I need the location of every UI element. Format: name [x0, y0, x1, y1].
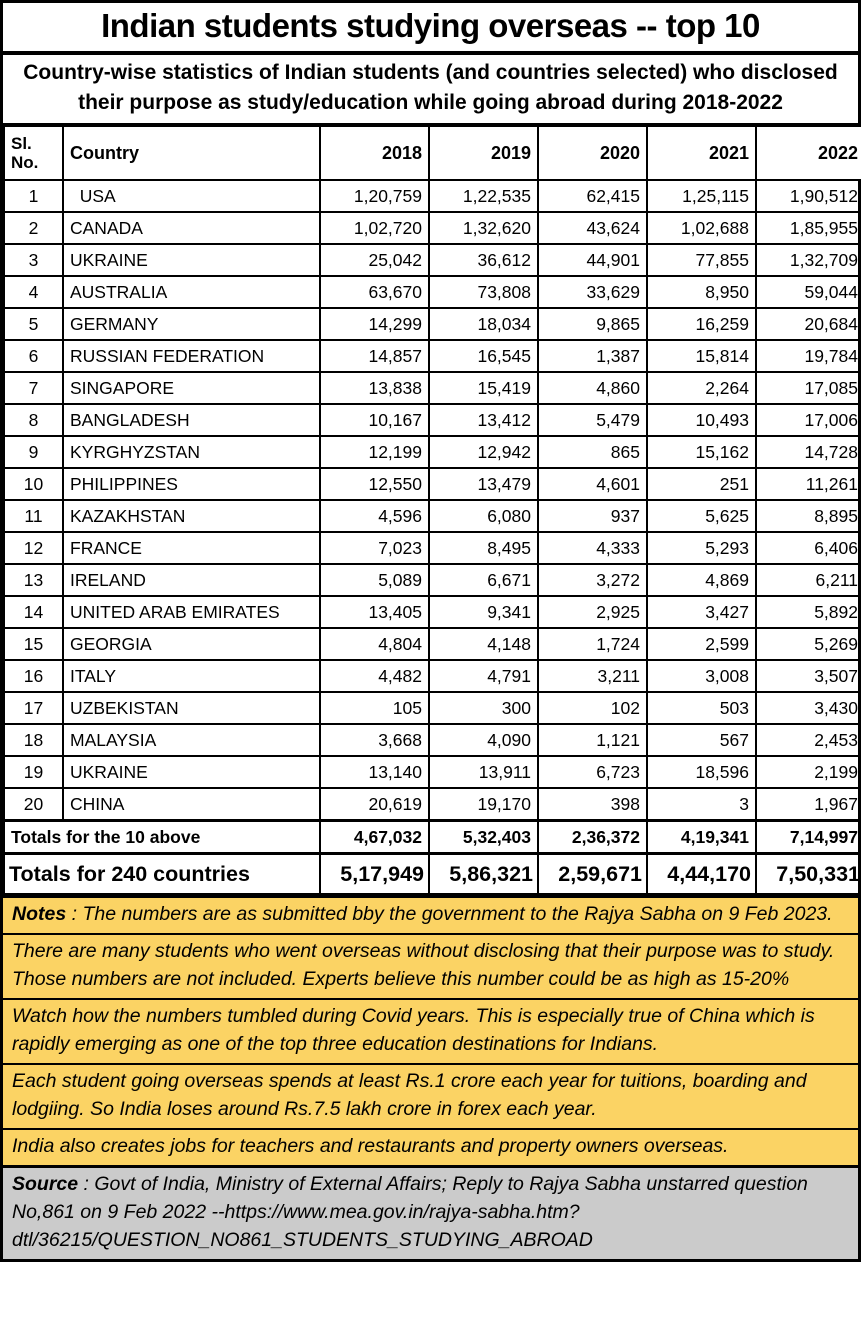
- cell-value: 6,406: [756, 532, 861, 564]
- cell-value: 18,596: [647, 756, 756, 788]
- cell-value: 1,22,535: [429, 180, 538, 212]
- cell-value: 567: [647, 724, 756, 756]
- note-text: Watch how the numbers tumbled during Covid years. This is especially true of China which is rapidly emerging as one of the top three education destinations for Indians.: [12, 1005, 815, 1055]
- totals-top10-value: 2,36,372: [538, 821, 647, 854]
- cell-value: 36,612: [429, 244, 538, 276]
- cell-value: 63,670: [320, 276, 429, 308]
- cell-value: 10,493: [647, 404, 756, 436]
- cell-slno: 6: [4, 340, 63, 372]
- source-note: [3, 1165, 858, 1259]
- cell-value: 15,162: [647, 436, 756, 468]
- table-row: [4, 308, 861, 340]
- cell-value: 17,006: [756, 404, 861, 436]
- cell-value: 1,32,620: [429, 212, 538, 244]
- table-row: [4, 692, 861, 724]
- cell-country: GEORGIA: [63, 628, 320, 660]
- table-row: [4, 564, 861, 596]
- cell-value: 300: [429, 692, 538, 724]
- cell-value: 503: [647, 692, 756, 724]
- totals-top10-value: 4,67,032: [320, 821, 429, 854]
- col-header-country: Country: [63, 126, 320, 180]
- cell-country: ITALY: [63, 660, 320, 692]
- cell-slno: 5: [4, 308, 63, 340]
- cell-value: 7,023: [320, 532, 429, 564]
- cell-value: 2,453: [756, 724, 861, 756]
- cell-value: 4,333: [538, 532, 647, 564]
- cell-value: 398: [538, 788, 647, 821]
- cell-value: 102: [538, 692, 647, 724]
- cell-country: UZBEKISTAN: [63, 692, 320, 724]
- table-row: [4, 244, 861, 276]
- cell-value: 9,865: [538, 308, 647, 340]
- cell-slno: 12: [4, 532, 63, 564]
- cell-value: 3,211: [538, 660, 647, 692]
- cell-country: CANADA: [63, 212, 320, 244]
- cell-country: UNITED ARAB EMIRATES: [63, 596, 320, 628]
- col-header-2021: 2021: [647, 126, 756, 180]
- table-row: [4, 500, 861, 532]
- totals-top10-row: [4, 821, 861, 854]
- cell-slno: 7: [4, 372, 63, 404]
- table-row: [4, 724, 861, 756]
- note-text: India also creates jobs for teachers and restaurants and property owners overseas.: [12, 1135, 729, 1157]
- table-row: [4, 788, 861, 821]
- cell-value: 2,925: [538, 596, 647, 628]
- cell-slno: 15: [4, 628, 63, 660]
- cell-value: 19,784: [756, 340, 861, 372]
- cell-value: 4,482: [320, 660, 429, 692]
- table-row: [4, 404, 861, 436]
- cell-slno: 18: [4, 724, 63, 756]
- cell-slno: 16: [4, 660, 63, 692]
- cell-country: SINGAPORE: [63, 372, 320, 404]
- totals-240-value: 5,17,949: [320, 854, 429, 895]
- cell-value: 14,299: [320, 308, 429, 340]
- cell-value: 3,427: [647, 596, 756, 628]
- cell-value: 5,892: [756, 596, 861, 628]
- cell-country: PHILIPPINES: [63, 468, 320, 500]
- cell-value: 4,804: [320, 628, 429, 660]
- cell-value: 1,85,955: [756, 212, 861, 244]
- cell-value: 12,199: [320, 436, 429, 468]
- table-row: [4, 436, 861, 468]
- cell-value: 15,814: [647, 340, 756, 372]
- cell-value: 1,02,720: [320, 212, 429, 244]
- totals-top10-value: 7,14,997: [756, 821, 861, 854]
- cell-value: 1,25,115: [647, 180, 756, 212]
- table-header: [4, 126, 861, 180]
- source-prefix: Source: [12, 1173, 79, 1195]
- cell-country: UKRAINE: [63, 756, 320, 788]
- cell-value: 12,550: [320, 468, 429, 500]
- cell-slno: 8: [4, 404, 63, 436]
- cell-value: 77,855: [647, 244, 756, 276]
- cell-value: 4,860: [538, 372, 647, 404]
- cell-value: 5,625: [647, 500, 756, 532]
- cell-value: 1,724: [538, 628, 647, 660]
- cell-value: 16,545: [429, 340, 538, 372]
- note: [3, 1128, 858, 1165]
- cell-country: FRANCE: [63, 532, 320, 564]
- cell-value: 6,211: [756, 564, 861, 596]
- cell-value: 44,901: [538, 244, 647, 276]
- cell-country: RUSSIAN FEDERATION: [63, 340, 320, 372]
- cell-slno: 3: [4, 244, 63, 276]
- cell-value: 1,02,688: [647, 212, 756, 244]
- cell-country: UKRAINE: [63, 244, 320, 276]
- header-row: [4, 126, 861, 180]
- cell-country: KAZAKHSTAN: [63, 500, 320, 532]
- cell-country: IRELAND: [63, 564, 320, 596]
- cell-value: 13,911: [429, 756, 538, 788]
- table-row: [4, 596, 861, 628]
- cell-country: GERMANY: [63, 308, 320, 340]
- cell-value: 13,140: [320, 756, 429, 788]
- cell-country: BANGLADESH: [63, 404, 320, 436]
- cell-value: 105: [320, 692, 429, 724]
- cell-value: 25,042: [320, 244, 429, 276]
- cell-value: 4,601: [538, 468, 647, 500]
- totals-240-row: [4, 854, 861, 895]
- cell-country: KYRGHYZSTAN: [63, 436, 320, 468]
- cell-value: 6,723: [538, 756, 647, 788]
- cell-country: AUSTRALIA: [63, 276, 320, 308]
- cell-value: 3,008: [647, 660, 756, 692]
- cell-value: 4,869: [647, 564, 756, 596]
- totals-240-label: Totals for 240 countries: [4, 854, 320, 895]
- note: [3, 896, 858, 933]
- cell-value: 8,495: [429, 532, 538, 564]
- cell-value: 2,264: [647, 372, 756, 404]
- cell-value: 5,293: [647, 532, 756, 564]
- cell-value: 16,259: [647, 308, 756, 340]
- cell-value: 18,034: [429, 308, 538, 340]
- cell-slno: 20: [4, 788, 63, 821]
- cell-value: 5,089: [320, 564, 429, 596]
- cell-value: 62,415: [538, 180, 647, 212]
- note-prefix: Notes: [12, 903, 67, 925]
- note: [3, 933, 858, 998]
- note: [3, 998, 858, 1063]
- table-body: [4, 180, 861, 821]
- cell-value: 4,090: [429, 724, 538, 756]
- cell-value: 12,942: [429, 436, 538, 468]
- cell-value: 6,671: [429, 564, 538, 596]
- page-title: Indian students studying overseas -- top 10: [3, 3, 858, 55]
- cell-slno: 1: [4, 180, 63, 212]
- cell-value: 13,479: [429, 468, 538, 500]
- totals-top10-value: 4,19,341: [647, 821, 756, 854]
- cell-value: 13,838: [320, 372, 429, 404]
- cell-value: 14,728: [756, 436, 861, 468]
- cell-country: MALAYSIA: [63, 724, 320, 756]
- table-row: [4, 628, 861, 660]
- cell-value: 3,272: [538, 564, 647, 596]
- cell-value: 9,341: [429, 596, 538, 628]
- cell-value: 17,085: [756, 372, 861, 404]
- cell-value: 59,044: [756, 276, 861, 308]
- table-row: [4, 372, 861, 404]
- cell-value: 20,619: [320, 788, 429, 821]
- totals-top10-label: Totals for the 10 above: [4, 821, 320, 854]
- cell-value: 3: [647, 788, 756, 821]
- cell-slno: 13: [4, 564, 63, 596]
- cell-value: 8,950: [647, 276, 756, 308]
- cell-value: 251: [647, 468, 756, 500]
- cell-slno: 11: [4, 500, 63, 532]
- col-header-2019: 2019: [429, 126, 538, 180]
- cell-value: 10,167: [320, 404, 429, 436]
- table-row: [4, 212, 861, 244]
- totals-240-value: 2,59,671: [538, 854, 647, 895]
- cell-value: 2,599: [647, 628, 756, 660]
- cell-value: 6,080: [429, 500, 538, 532]
- cell-value: 33,629: [538, 276, 647, 308]
- cell-value: 11,261: [756, 468, 861, 500]
- cell-value: 1,387: [538, 340, 647, 372]
- note-text: : The numbers are as submitted bby the government to the Rajya Sabha on 9 Feb 2023.: [66, 903, 833, 925]
- table-row: [4, 276, 861, 308]
- table-row: [4, 340, 861, 372]
- cell-value: 43,624: [538, 212, 647, 244]
- cell-value: 937: [538, 500, 647, 532]
- cell-value: 73,808: [429, 276, 538, 308]
- cell-slno: 4: [4, 276, 63, 308]
- table-row: [4, 532, 861, 564]
- cell-country: USA: [63, 180, 320, 212]
- cell-value: 8,895: [756, 500, 861, 532]
- cell-value: 865: [538, 436, 647, 468]
- table-row: [4, 756, 861, 788]
- cell-value: 1,90,512: [756, 180, 861, 212]
- cell-value: 13,412: [429, 404, 538, 436]
- cell-slno: 19: [4, 756, 63, 788]
- table-subtitle: Country-wise statistics of Indian students (and countries selected) who disclosed their purpose as study/education while going abroad during 2018-2022: [3, 55, 858, 125]
- cell-slno: 2: [4, 212, 63, 244]
- cell-value: 19,170: [429, 788, 538, 821]
- cell-value: 20,684: [756, 308, 861, 340]
- cell-value: 3,668: [320, 724, 429, 756]
- cell-value: 15,419: [429, 372, 538, 404]
- col-header-2022: 2022: [756, 126, 861, 180]
- table-row: [4, 660, 861, 692]
- cell-value: 1,20,759: [320, 180, 429, 212]
- cell-value: 4,596: [320, 500, 429, 532]
- table-totals: [4, 821, 861, 895]
- cell-value: 4,148: [429, 628, 538, 660]
- cell-slno: 14: [4, 596, 63, 628]
- cell-value: 3,430: [756, 692, 861, 724]
- totals-top10-value: 5,32,403: [429, 821, 538, 854]
- cell-value: 1,967: [756, 788, 861, 821]
- cell-value: 4,791: [429, 660, 538, 692]
- totals-240-value: 7,50,331: [756, 854, 861, 895]
- cell-slno: 10: [4, 468, 63, 500]
- cell-value: 5,479: [538, 404, 647, 436]
- note-text: There are many students who went overseas without disclosing that their purpose was to study. Those numbers are not included. Experts believe this number could be as high as 15-20%: [12, 940, 835, 990]
- note: [3, 1063, 858, 1128]
- totals-240-value: 4,44,170: [647, 854, 756, 895]
- note-text: Each student going overseas spends at least Rs.1 crore each year for tuitions, boarding and lodgiing. So India loses around Rs.7.5 lakh crore in forex each year.: [12, 1070, 807, 1120]
- students-table: [3, 125, 861, 896]
- col-header-2018: 2018: [320, 126, 429, 180]
- cell-country: CHINA: [63, 788, 320, 821]
- cell-slno: 9: [4, 436, 63, 468]
- cell-value: 13,405: [320, 596, 429, 628]
- cell-value: 1,32,709: [756, 244, 861, 276]
- col-header-2020: 2020: [538, 126, 647, 180]
- table-row: [4, 468, 861, 500]
- col-header-slno: Sl. No.: [4, 126, 63, 180]
- cell-value: 1,121: [538, 724, 647, 756]
- cell-value: 2,199: [756, 756, 861, 788]
- cell-value: 5,269: [756, 628, 861, 660]
- source-text: : Govt of India, Ministry of External Affairs; Reply to Rajya Sabha unstarred question No,861 on 9 Feb 2022 --https://www.mea.gov.in/rajya-sabha.htm?dtl/36215/QUESTION_NO861_STUDENTS_STUDYING_ABROAD: [12, 1173, 808, 1251]
- cell-value: 14,857: [320, 340, 429, 372]
- table-row: [4, 180, 861, 212]
- cell-slno: 17: [4, 692, 63, 724]
- totals-240-value: 5,86,321: [429, 854, 538, 895]
- cell-value: 3,507: [756, 660, 861, 692]
